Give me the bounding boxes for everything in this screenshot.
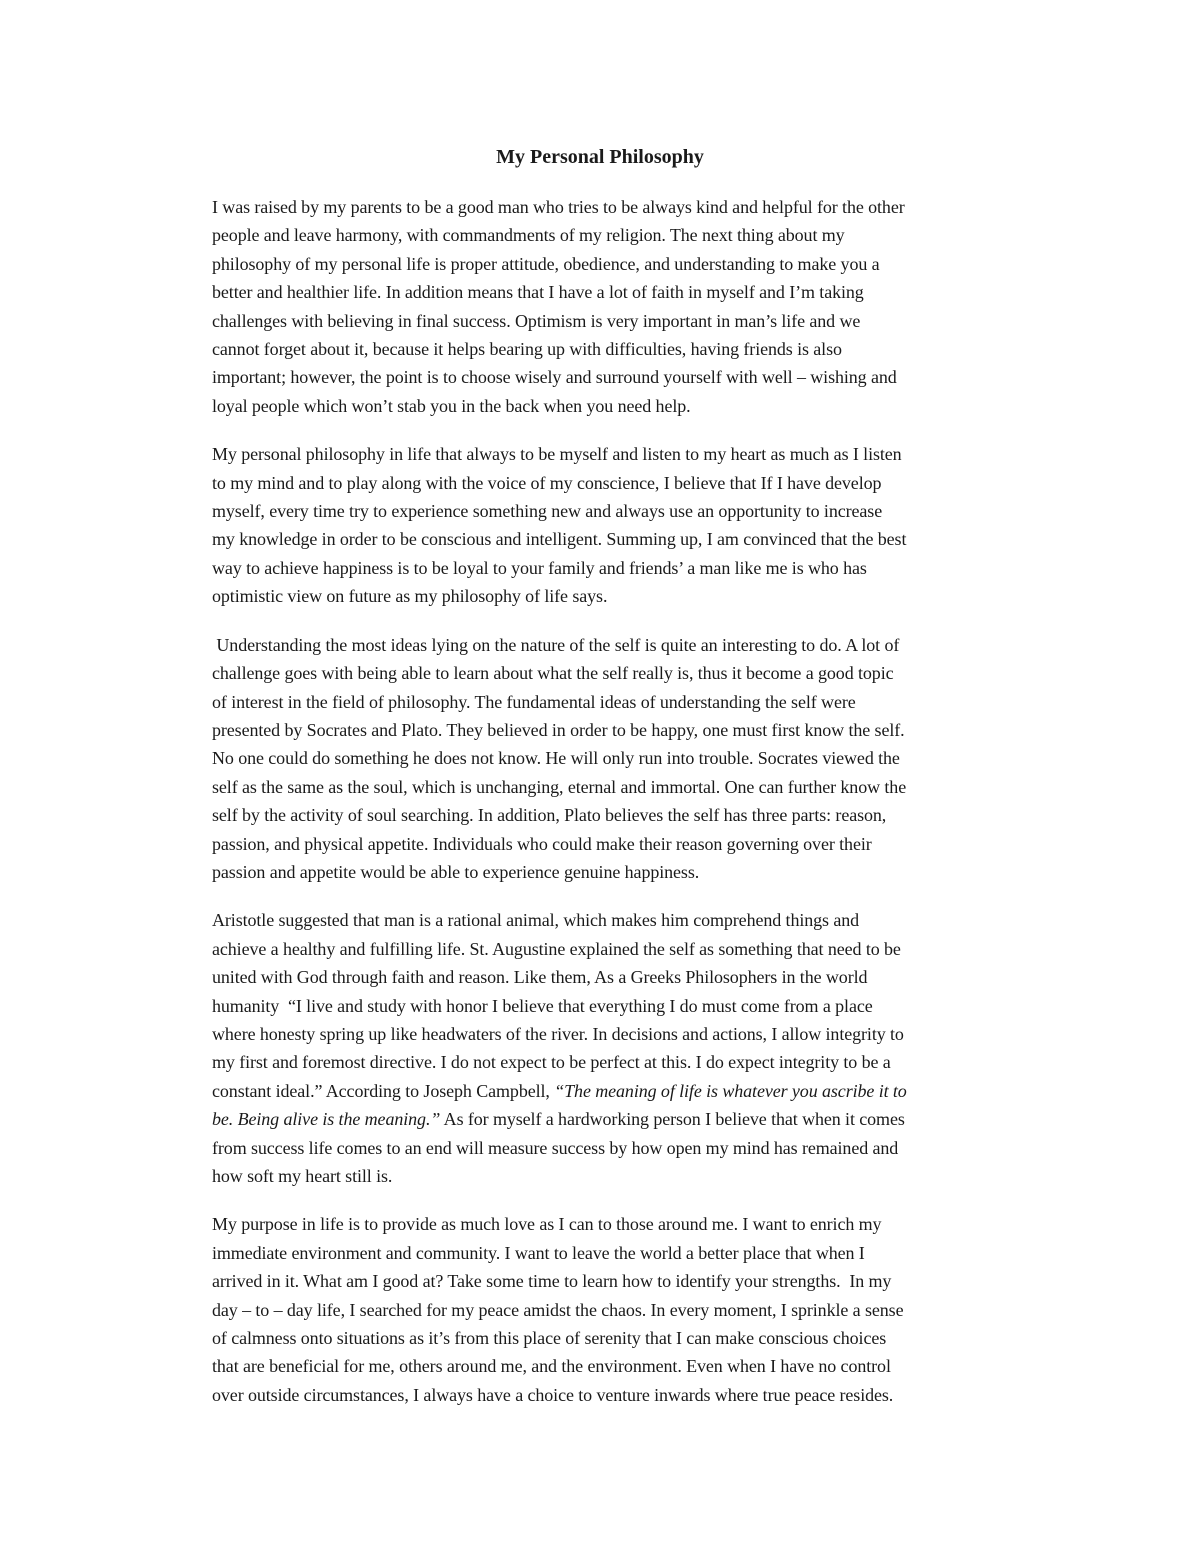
text-line: to my mind and to play along with the voice of my conscience, I believe that If I have develop (212, 472, 882, 493)
text-line (212, 1105, 1064, 1133)
text-line: challenges with believing in final success. Optimism is very important in man’s life and we (212, 310, 861, 331)
text-segment: constant ideal.” According to Joseph Campbell, (212, 1080, 555, 1101)
text-line: my first and foremost directive. I do not expect to be perfect at this. I do expect integrity to be a (212, 1052, 891, 1073)
paragraph-4 (212, 906, 1064, 1190)
paragraph-2 (212, 440, 1064, 610)
text-line: better and healthier life. In addition means that I have a lot of faith in myself and I’m taking (212, 282, 864, 303)
paragraph-3 (212, 631, 1064, 887)
text-line: cannot forget about it, because it helps bearing up with difficulties, having friends is also (212, 339, 842, 360)
paragraph-1 (212, 193, 1064, 420)
text-line: how soft my heart still is. (212, 1166, 393, 1186)
text-line: loyal people which won’t stab you in the back when you need help. (212, 395, 691, 416)
text-line (212, 1077, 1064, 1105)
text-line: humanity “I live and study with honor I believe that everything I do must come from a place (212, 995, 873, 1016)
text-line: achieve a healthy and fulfilling life. St. Augustine explained the self as something that need to be (212, 938, 901, 959)
document-body (212, 193, 1064, 1429)
text-line: way to achieve happiness is to be loyal to your family and friends’ a man like me is who has (212, 557, 867, 578)
text-line: united with God through faith and reason. Like them, As a Greeks Philosophers in the world (212, 967, 868, 988)
text-line: from success life comes to an end will measure success by how open my mind has remained and (212, 1137, 899, 1158)
paragraph-5 (212, 1210, 1064, 1409)
text-line: passion, and physical appetite. Individuals who could make their reason governing over their (212, 833, 872, 854)
text-line: of interest in the field of philosophy. The fundamental ideas of understanding the self were (212, 691, 856, 712)
text-line: My purpose in life is to provide as much love as I can to those around me. I want to enrich my (212, 1214, 882, 1235)
text-line: optimistic view on future as my philosophy of life says. (212, 586, 608, 607)
text-line: challenge goes with being able to learn about what the self really is, thus it become a good topic (212, 663, 894, 684)
text-line: self by the activity of soul searching. In addition, Plato believes the self has three parts: reason, (212, 805, 887, 826)
text-line: Aristotle suggested that man is a rational animal, which makes him comprehend things and (212, 910, 860, 931)
text-line: people and leave harmony, with commandments of my religion. The next thing about my (212, 225, 845, 246)
text-line: where honesty spring up like headwaters of the river. In decisions and actions, I allow integrity to (212, 1023, 904, 1044)
text-line: myself, every time try to experience something new and always use an opportunity to increase (212, 501, 883, 522)
text-line: My personal philosophy in life that always to be myself and listen to my heart as much as I listen (212, 444, 902, 465)
text-line: of calmness onto situations as it’s from this place of serenity that I can make conscious choices (212, 1328, 887, 1349)
text-line: presented by Socrates and Plato. They believed in order to be happy, one must first know the self. (212, 719, 905, 740)
text-line: I was raised by my parents to be a good man who tries to be always kind and helpful for the other (212, 197, 905, 217)
document-title: My Personal Philosophy (496, 146, 704, 168)
text-segment: As for myself a hardworking person I believe that when it comes (440, 1109, 905, 1130)
campbell-quote: be. Being alive is the meaning.” (212, 1109, 441, 1130)
text-line: No one could do something he does not know. He will only run into trouble. Socrates viewed the (212, 748, 900, 769)
campbell-quote: “The meaning of life is whatever you ascribe it to (554, 1080, 907, 1101)
text-line: important; however, the point is to choose wisely and surround yourself with well – wishing and (212, 367, 897, 388)
text-line: Understanding the most ideas lying on the nature of the self is quite an interesting to do. A lot of (212, 634, 900, 655)
text-line: self as the same as the soul, which is unchanging, eternal and immortal. One can further know the (212, 776, 907, 797)
text-line: immediate environment and community. I want to leave the world a better place that when I (212, 1242, 865, 1263)
text-line: arrived in it. What am I good at? Take some time to learn how to identify your strengths. In my (212, 1271, 892, 1292)
text-line: passion and appetite would be able to experience genuine happiness. (212, 861, 700, 882)
text-line: my knowledge in order to be conscious and intelligent. Summing up, I am convinced that the best (212, 529, 907, 550)
text-line: philosophy of my personal life is proper attitude, obedience, and understanding to make you a (212, 253, 880, 274)
text-line: over outside circumstances, I always have a choice to venture inwards where true peace resides. (212, 1384, 894, 1405)
text-line: that are beneficial for me, others around me, and the environment. Even when I have no control (212, 1356, 891, 1377)
text-line: day – to – day life, I searched for my peace amidst the chaos. In every moment, I sprinkle a sense (212, 1299, 904, 1320)
